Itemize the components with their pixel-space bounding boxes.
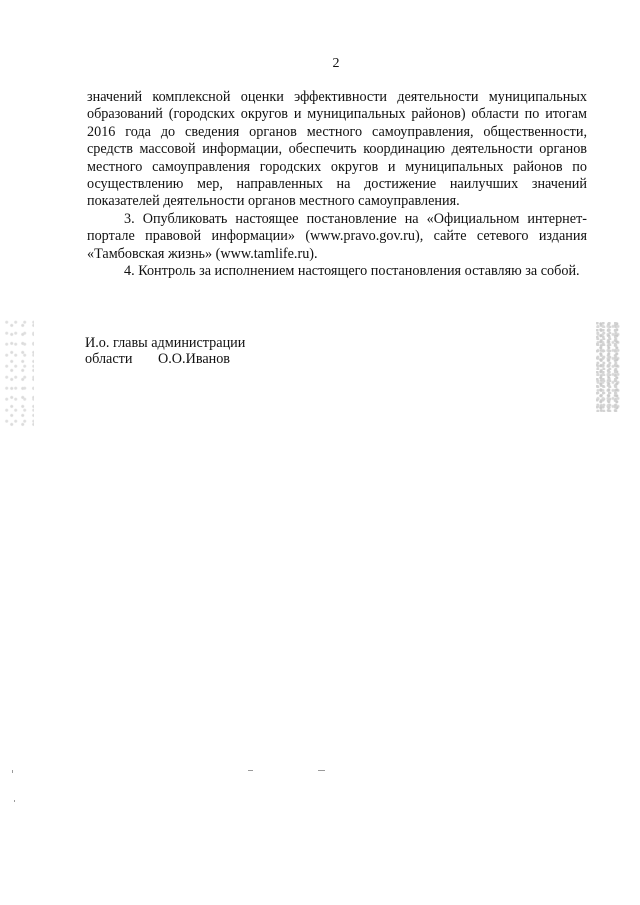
signature-block <box>85 335 245 367</box>
scan-speck <box>12 770 13 773</box>
scan-speck <box>14 800 15 802</box>
paragraph-item-4: 4. Контроль за исполнением настоящего постановления оставляю за собой. <box>124 263 580 280</box>
signature-region: области <box>85 351 133 367</box>
signature-title: И.о. главы администрации <box>85 335 246 351</box>
paragraph-continuation: значений комплексной оценки эффективности деятельности муниципальных образований (городских округов и муниципальных районов) области по итогам 2016 года до сведения органов местного самоуправления, общественности, средств массовой информации, обеспечить координацию деятельности органов местного самоуправления городских округов и муниципальных районов по осуществлению мер, направленных на достижение наилучших значений показателей деятельности органов местного самоуправления. <box>87 89 587 210</box>
signatory-name: О.О.Иванов <box>157 351 231 367</box>
scan-noise-left <box>4 320 34 430</box>
scan-speck <box>248 770 253 771</box>
scan-speck <box>318 770 325 771</box>
signature-line <box>85 351 245 367</box>
document-body <box>87 89 587 280</box>
scan-noise-right <box>596 322 620 412</box>
paragraph-item-3: 3. Опубликовать настоящее постановление на «Официальном интернет-портале правовой информации» (www.pravo.gov.ru), сайте сетевого издания «Тамбовская жизнь» (www.tamlife.ru). <box>87 210 587 262</box>
page-number: 2 <box>332 56 340 71</box>
